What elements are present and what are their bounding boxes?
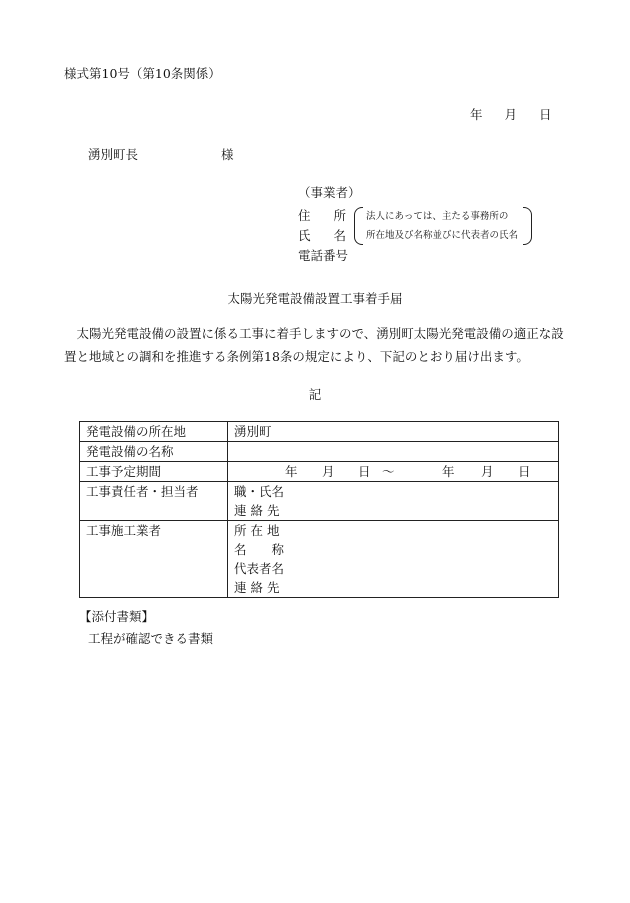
addressee-honorific: 様: [221, 147, 234, 162]
date-line: [470, 105, 552, 123]
period-start-year: 年: [285, 464, 298, 479]
addressee-name: 湧別町長: [88, 147, 139, 162]
date-month: 月: [504, 107, 518, 122]
period-value: [228, 462, 559, 482]
facility-name-value: [228, 442, 559, 462]
applicant-note: [354, 207, 532, 245]
contractor-fields: [228, 521, 559, 598]
table-row: [80, 462, 559, 482]
period-end-day: 日: [518, 464, 531, 479]
note-line-1: 法人にあっては、主たる事務所の: [366, 211, 509, 222]
addressee: [88, 145, 234, 163]
period-end-month: 月: [481, 464, 494, 479]
facility-name-label: 発電設備の名称: [80, 442, 228, 462]
right-bracket: [523, 207, 532, 245]
location-label: 発電設備の所在地: [80, 422, 228, 442]
note-line-2: 所在地及び名称並びに代表者の氏名: [366, 230, 519, 241]
applicant-heading: （事業者）: [298, 185, 361, 200]
table-row: [80, 521, 559, 598]
body-text: 太陽光発電設備の設置に係る工事に着手しますので、湧別町太陽光発電設備の適正な設置と地域との調和を推進する条例第18条の規定により、下記のとおり届け出ます。: [64, 326, 564, 364]
period-label: 工事予定期間: [80, 462, 228, 482]
attachments-heading: 【添付書類】: [79, 609, 155, 624]
contractor-representative: 代表者名: [234, 561, 285, 576]
contractor-label: 工事施工業者: [80, 521, 228, 598]
contractor-contact: 連 絡 先: [234, 580, 280, 595]
form-number: 様式第10号（第10条関係）: [64, 66, 221, 81]
table-row: [80, 482, 559, 521]
contractor-location: 所 在 地: [234, 523, 280, 538]
table-row: [80, 422, 559, 442]
responsible-position-name: 職・氏名: [234, 484, 285, 499]
date-year: 年: [470, 107, 483, 122]
table-row: [80, 442, 559, 462]
period-start-month: 月: [322, 464, 335, 479]
date-day: 日: [539, 107, 552, 122]
contractor-name: 名 称: [234, 542, 285, 557]
attachments-item: 工程が確認できる書類: [88, 631, 214, 646]
left-bracket: [354, 207, 363, 245]
applicant-note-text: [366, 207, 518, 245]
period-tilde: ～: [382, 464, 395, 479]
responsible-contact: 連 絡 先: [234, 503, 280, 518]
details-table: [79, 421, 559, 598]
address-label: 住 所: [298, 208, 346, 223]
responsible-fields: [228, 482, 559, 521]
document-title: 太陽光発電設備設置工事着手届: [227, 291, 403, 306]
responsible-label: 工事責任者・担当者: [80, 482, 228, 521]
phone-label: 電話番号: [298, 248, 349, 263]
period-start-day: 日: [358, 464, 371, 479]
period-end-year: 年: [442, 464, 455, 479]
location-value: 湧別町: [228, 422, 559, 442]
name-label: 氏 名: [298, 228, 346, 243]
ki-marker: 記: [308, 387, 322, 402]
